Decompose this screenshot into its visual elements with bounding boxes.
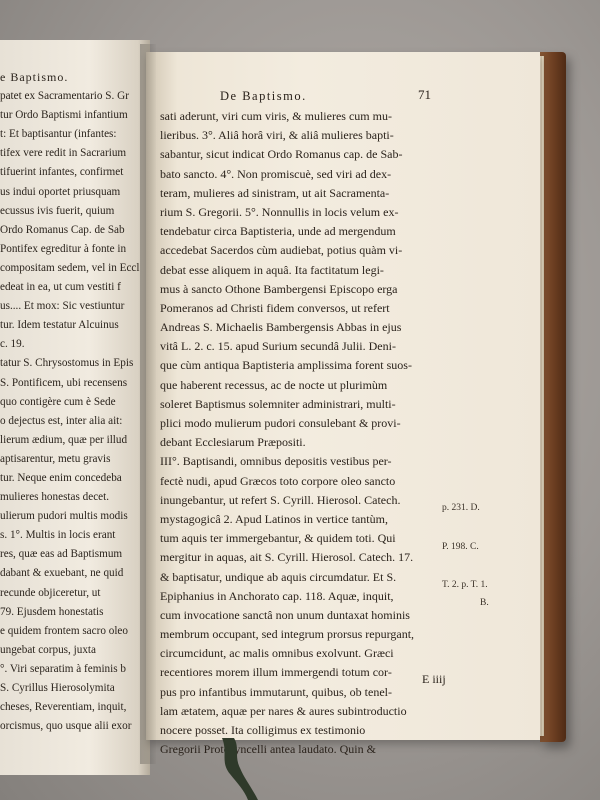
- margin-note: P. 198. C.: [442, 542, 479, 552]
- text-line: lieribus. 3°. Aliâ horâ viri, & aliâ mulieres bapti-: [160, 128, 394, 143]
- right-page: [146, 52, 540, 757]
- text-line: S. Pontificem, ubi recensens: [0, 376, 128, 389]
- margin-notes: [442, 52, 538, 652]
- text-line: bato sancto. 4°. Non promiscuè, sed viri ad dex-: [160, 166, 392, 181]
- text-line: nocere posset. Ita colligimus ex testimonio: [160, 723, 366, 737]
- text-line: e quidem frontem sacro oleo: [0, 624, 128, 637]
- ribbon-bookmark: [218, 738, 258, 800]
- text-line: lam ætatem, aquæ per nares & aures subintroductio: [160, 703, 407, 718]
- text-line: aptisarentur, metu gravis: [0, 452, 111, 465]
- text-line: tatur S. Chrysostomus in Epis: [0, 357, 134, 370]
- text-line: accedebat Sacerdos cùm audiebat, potius quàm vi-: [160, 243, 403, 258]
- page-number: 71: [418, 87, 431, 102]
- text-line: Andreas S. Michaelis Bambergensis Abbas in ejus: [160, 320, 402, 335]
- text-line: tendebatur circa Baptisteria, unde ad mergendum: [160, 224, 396, 239]
- text-line: edeat in ea, ut cum vestiti f: [0, 281, 121, 294]
- text-line: us indui oportet priusquam: [0, 185, 121, 198]
- text-line: debat esse aliquem in aquâ. Ita factitatum legi-: [160, 262, 384, 277]
- margin-note: T. 2. p. T. 1.: [442, 580, 488, 590]
- text-line: mulieres honestas decet.: [0, 491, 110, 504]
- text-line: soleret Baptismus solemniter administrari, multi-: [160, 396, 396, 411]
- text-line: tur Ordo Baptismi infantium: [0, 109, 128, 122]
- text-line: mus à sancto Othone Bambergensi Episcopo erga: [160, 281, 398, 296]
- text-line: Pontifex egreditur à fonte in: [0, 242, 127, 255]
- text-line: o dejectus est, inter alia ait:: [0, 414, 123, 427]
- running-header: De Baptismo.: [220, 89, 307, 103]
- text-line: S. Cyrillus Hierosolymita: [0, 682, 115, 694]
- text-line: tifex vere redit in Sacrarium: [0, 147, 127, 160]
- text-line: c. 19.: [0, 338, 25, 351]
- text-line: tur. Neque enim concedeba: [0, 471, 122, 484]
- text-line: debant Ecclesiarum Præpositi.: [160, 435, 306, 450]
- text-line: °. Viri separatim à feminis b: [0, 662, 127, 675]
- text-line: dabant & exuebant, ne quid: [0, 567, 124, 580]
- text-line: e Baptismo.: [0, 70, 69, 84]
- text-line: Ordo Romanus Cap. de Sab: [0, 223, 125, 236]
- text-line: tum aquis ter immergebantur, & quidem toti. Qui: [160, 531, 396, 546]
- text-line: mystagogicâ 2. Apud Latinos in vertice tantùm,: [160, 511, 388, 526]
- text-line: Pomeranos ad Christi fidem conversos, ut refert: [160, 300, 390, 315]
- text-line: mergitur in aquas, ait S. Cyrill. Hierosol. Catech. 17.: [160, 550, 414, 565]
- text-line: ecussus ivis fuerit, quium: [0, 204, 115, 217]
- text-line: teram, mulieres ad sinistram, ut ait Sacramenta-: [160, 185, 390, 200]
- text-line: 79. Ejusdem honestatis: [0, 605, 104, 618]
- text-line: tur. Idem testatur Alcuinus: [0, 319, 119, 332]
- text-line: recunde objiceretur, ut: [0, 586, 101, 599]
- text-line: t: Et baptisantur (infantes:: [0, 128, 117, 141]
- left-page: [0, 40, 150, 775]
- text-line: lierum ædium, quæ per illud: [0, 433, 128, 446]
- book-gutter-shadow: [140, 44, 156, 764]
- text-line: us.... Et mox: Sic vestiuntur: [0, 300, 125, 313]
- left-page-text: [0, 68, 150, 736]
- signature-mark: E iiij: [422, 672, 446, 686]
- text-line: ulierum pudori multis modis: [0, 510, 128, 523]
- text-line: patet ex Sacramentario S. Gr: [0, 90, 129, 103]
- text-line: sabantur, sicut indicat Ordo Romanus cap. de Sab-: [160, 147, 403, 162]
- text-line: fectè nudi, apud Græcos toto corpore oleo sancto: [160, 473, 396, 488]
- text-line: quo contigère cum è Sede: [0, 395, 116, 408]
- text-line: s. 1°. Multis in locis erant: [0, 529, 116, 542]
- right-page-text: [160, 107, 470, 759]
- text-line: que cùm antiqua Baptisteria amplissima forent suos-: [160, 358, 412, 373]
- text-line: tifuerint infantes, confirmet: [0, 166, 124, 179]
- text-line: res, quæ eas ad Baptismum: [0, 548, 123, 561]
- text-line: rium S. Gregorii. 5°. Nonnullis in locis velum ex-: [160, 204, 399, 219]
- text-line: circumcidunt, ac malis omnibus exolvunt. Græci: [160, 646, 394, 661]
- text-line: compositam sedem, vel in Eccl: [0, 261, 140, 274]
- text-line: Epiphanius in Anchorato cap. 118. Aquæ, inquit,: [160, 588, 394, 603]
- text-line: III°. Baptisandi, omnibus depositis vestibus per-: [160, 454, 392, 469]
- text-line: recentiores morem illum immergendi totum cor-: [160, 665, 392, 680]
- text-line: inungebantur, ut refert S. Cyrill. Hierosol. Catech.: [160, 492, 401, 507]
- text-line: & baptisatur, undique ab aquis circumdatur. Et S.: [160, 569, 397, 584]
- text-line: sati aderunt, viri cum viris, & mulieres cum mu-: [160, 109, 392, 123]
- text-line: cum invocatione sanctâ non unum duntaxat hominis: [160, 607, 410, 622]
- text-line: plici modo mulierum pudori consulebant & provi-: [160, 416, 401, 430]
- text-line: pus pro infantibus immutarunt, quibus, ob tenel-: [160, 684, 392, 699]
- text-line: orcismus, quo usque alii exor: [0, 720, 132, 733]
- margin-note: p. 231. D.: [442, 503, 480, 513]
- text-line: cheses, Reverentiam, inquit,: [0, 701, 127, 714]
- margin-note: B.: [480, 598, 489, 608]
- text-line: membrum occupant, sed integrum prorsus repurgant,: [160, 627, 415, 642]
- text-line: vitâ L. 2. c. 15. apud Surium secundâ Julii. Deni-: [160, 339, 396, 354]
- text-line: ungebat corpus, juxta: [0, 643, 97, 656]
- text-line: Gregorii Protosyncelli antea laudato. Quin &: [160, 742, 376, 757]
- text-line: que haberent recessus, ac de nocte ut plurimùm: [160, 377, 388, 392]
